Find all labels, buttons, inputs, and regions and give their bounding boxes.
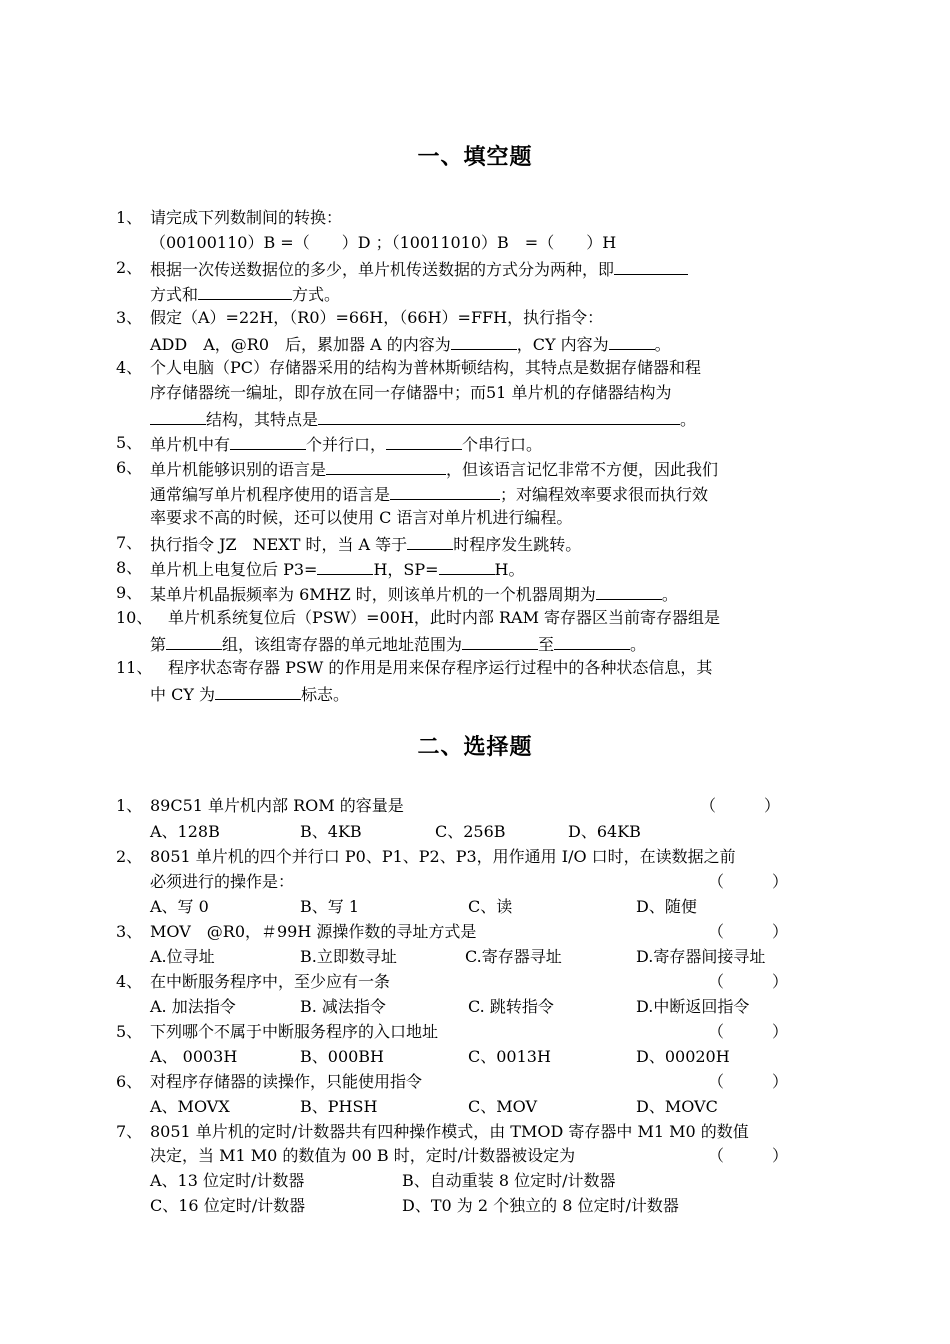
option-c[interactable]: C、256B (435, 822, 506, 841)
question-number: 3、 (116, 308, 143, 327)
answer-blank[interactable] (407, 533, 453, 550)
option-b[interactable]: B. 减法指令 (300, 997, 386, 1016)
answer-parentheses[interactable]: （ ） (708, 1146, 789, 1165)
question-text: 在中断服务程序中，至少应有一条 (150, 972, 391, 991)
option-a[interactable]: A、 0003H (150, 1047, 238, 1066)
option-d[interactable]: D、随便 (636, 897, 697, 916)
answer-parentheses[interactable]: （ ） (708, 922, 789, 941)
question-text: 决定，当 M1 M0 的数值为 00 B 时，定时/计数器被设定为 (150, 1146, 576, 1165)
option-d[interactable]: D、T0 为 2 个独立的 8 位定时/计数器 (402, 1196, 679, 1215)
section-title-multiple-choice: 二、选择题 (417, 735, 533, 760)
question-number: 11、 (116, 658, 153, 677)
question-text: 下列哪个不属于中断服务程序的入口地址 (150, 1022, 439, 1041)
option-b[interactable]: B、写 1 (300, 897, 360, 916)
answer-blank[interactable] (386, 433, 462, 450)
question-text: 个人电脑（PC）存储器采用的结构为普林斯顿结构，其特点是数据存储器和程 (150, 358, 702, 377)
question-number: 3、 (116, 922, 143, 941)
answer-blank[interactable] (439, 558, 495, 575)
option-d[interactable]: D.寄存器间接寻址 (636, 947, 766, 966)
option-c[interactable]: C. 跳转指令 (468, 997, 554, 1016)
question-number: 5、 (116, 433, 143, 452)
question-number: 7、 (116, 1122, 143, 1141)
question-number: 7、 (116, 533, 143, 552)
question-text: 假定（A）=22H，（R0）=66H，（66H）=FFH，执行指令： (150, 308, 604, 327)
option-d[interactable]: D、00020H (636, 1047, 730, 1066)
question-number: 1、 (116, 208, 143, 227)
answer-blank[interactable] (462, 633, 538, 650)
answer-blank[interactable] (451, 333, 517, 350)
question-text: 率要求不高的时候，还可以使用 C 语言对单片机进行编程。 (150, 508, 573, 527)
option-b[interactable]: B、PHSH (300, 1097, 378, 1116)
question-text: 根据一次传送数据位的多少，单片机传送数据的方式分为两种，即 (150, 258, 688, 280)
answer-parentheses[interactable]: （ ） (708, 872, 789, 891)
answer-blank[interactable] (317, 558, 373, 575)
option-a[interactable]: A、128B (150, 822, 220, 841)
question-number: 6、 (116, 458, 143, 477)
question-number: 6、 (116, 1072, 143, 1091)
question-text: 请完成下列数制间的转换： (150, 208, 343, 227)
question-number: 8、 (116, 558, 143, 577)
question-number: 1、 (116, 796, 143, 815)
question-text: 结构，其特点是 。 (150, 408, 696, 430)
question-text: 单片机系统复位后（PSW）=00H，此时内部 RAM 寄存器区当前寄存器组是 (168, 608, 721, 627)
question-text: 方式和 方式。 (150, 285, 341, 304)
option-a[interactable]: A.位寻址 (150, 947, 215, 966)
option-c[interactable]: C、16 位定时/计数器 (150, 1196, 306, 1215)
answer-parentheses[interactable]: （ ） (708, 972, 789, 991)
question-text: 通常编写单片机程序使用的语言是 ；对编程效率要求很而执行效 (150, 485, 709, 504)
option-d[interactable]: D、MOVC (636, 1097, 718, 1116)
option-b[interactable]: B、000BH (300, 1047, 385, 1066)
answer-blank[interactable] (166, 633, 222, 650)
question-text: 8051 单片机的四个并行口 P0、P1、P2、P3，用作通用 I/O 口时，在读数据之前 (150, 847, 736, 866)
question-text: 第 组，该组寄存器的单元地址范围为 至 。 (150, 635, 647, 654)
question-number: 2、 (116, 847, 143, 866)
question-number: 4、 (116, 972, 143, 991)
question-text: 单片机中有 个并行口， 个串行口。 (150, 435, 543, 454)
option-a[interactable]: A. 加法指令 (150, 997, 236, 1016)
answer-blank[interactable] (596, 583, 662, 600)
question-text: 单片机上电复位后 P3= H，SP= H。 (150, 560, 525, 579)
answer-blank[interactable] (326, 458, 446, 475)
question-text: 执行指令 JZ NEXT 时，当 A 等于 时程序发生跳转。 (150, 535, 582, 554)
question-text: 8051 单片机的定时/计数器共有四种操作模式，由 TMOD 寄存器中 M1 M0 的数值 (150, 1122, 749, 1141)
question-text: 中 CY 为 标志。 (150, 685, 349, 704)
question-number: 9、 (116, 583, 143, 602)
question-text: 序存储器统一编址，即存放在同一存储器中；而51 单片机的存储器结构为 (150, 383, 672, 402)
answer-blank[interactable] (230, 433, 306, 450)
question-text: 程序状态寄存器 PSW 的作用是用来保存程序运行过程中的各种状态信息，其 (168, 658, 713, 677)
option-a[interactable]: A、MOVX (150, 1097, 230, 1116)
option-b[interactable]: B、4KB (300, 822, 362, 841)
question-text: 对程序存储器的读操作，只能使用指令 (150, 1072, 423, 1091)
question-number: 5、 (116, 1022, 143, 1041)
answer-parentheses[interactable]: （ ） (708, 1022, 789, 1041)
option-c[interactable]: C、读 (468, 897, 513, 916)
option-c[interactable]: C、0013H (468, 1047, 551, 1066)
option-d[interactable]: D.中断返回指令 (636, 997, 750, 1016)
option-a[interactable]: A、13 位定时/计数器 (150, 1171, 305, 1190)
question-text: 必须进行的操作是： (150, 872, 295, 891)
answer-blank[interactable] (215, 683, 301, 700)
option-c[interactable]: C.寄存器寻址 (465, 947, 562, 966)
answer-blank[interactable] (609, 333, 655, 350)
answer-blank[interactable] (614, 258, 688, 275)
option-a[interactable]: A、写 0 (150, 897, 209, 916)
question-text: MOV @R0，＃99H 源操作数的寻址方式是 (150, 922, 477, 941)
question-text: （00100110）B =（ ）D ；（10011010）B =（ ）H (150, 233, 617, 252)
option-b[interactable]: B、自动重装 8 位定时/计数器 (402, 1171, 616, 1190)
option-d[interactable]: D、64KB (568, 822, 641, 841)
question-number: 10、 (116, 608, 153, 627)
answer-blank[interactable] (150, 408, 206, 425)
question-number: 2、 (116, 258, 143, 277)
option-b[interactable]: B.立即数寻址 (300, 947, 397, 966)
answer-blank[interactable] (318, 408, 680, 425)
question-text: 89C51 单片机内部 ROM 的容量是 (150, 796, 404, 815)
answer-blank[interactable] (198, 283, 292, 300)
question-text: ADD A，@R0 后，累加器 A 的内容为 ，CY 内容为 。 (150, 335, 671, 354)
question-number: 4、 (116, 358, 143, 377)
option-c[interactable]: C、MOV (468, 1097, 538, 1116)
answer-blank[interactable] (390, 483, 500, 500)
question-text: 单片机能够识别的语言是 ，但该语言记忆非常不方便，因此我们 (150, 460, 719, 479)
section-title-fill-blank: 一、填空题 (417, 145, 533, 170)
answer-parentheses[interactable]: （ ） (708, 1072, 789, 1091)
answer-blank[interactable] (554, 633, 630, 650)
answer-parentheses[interactable]: （ ） (700, 796, 781, 815)
question-text: 某单片机晶振频率为 6MHZ 时，则该单片机的一个机器周期为 。 (150, 585, 678, 604)
